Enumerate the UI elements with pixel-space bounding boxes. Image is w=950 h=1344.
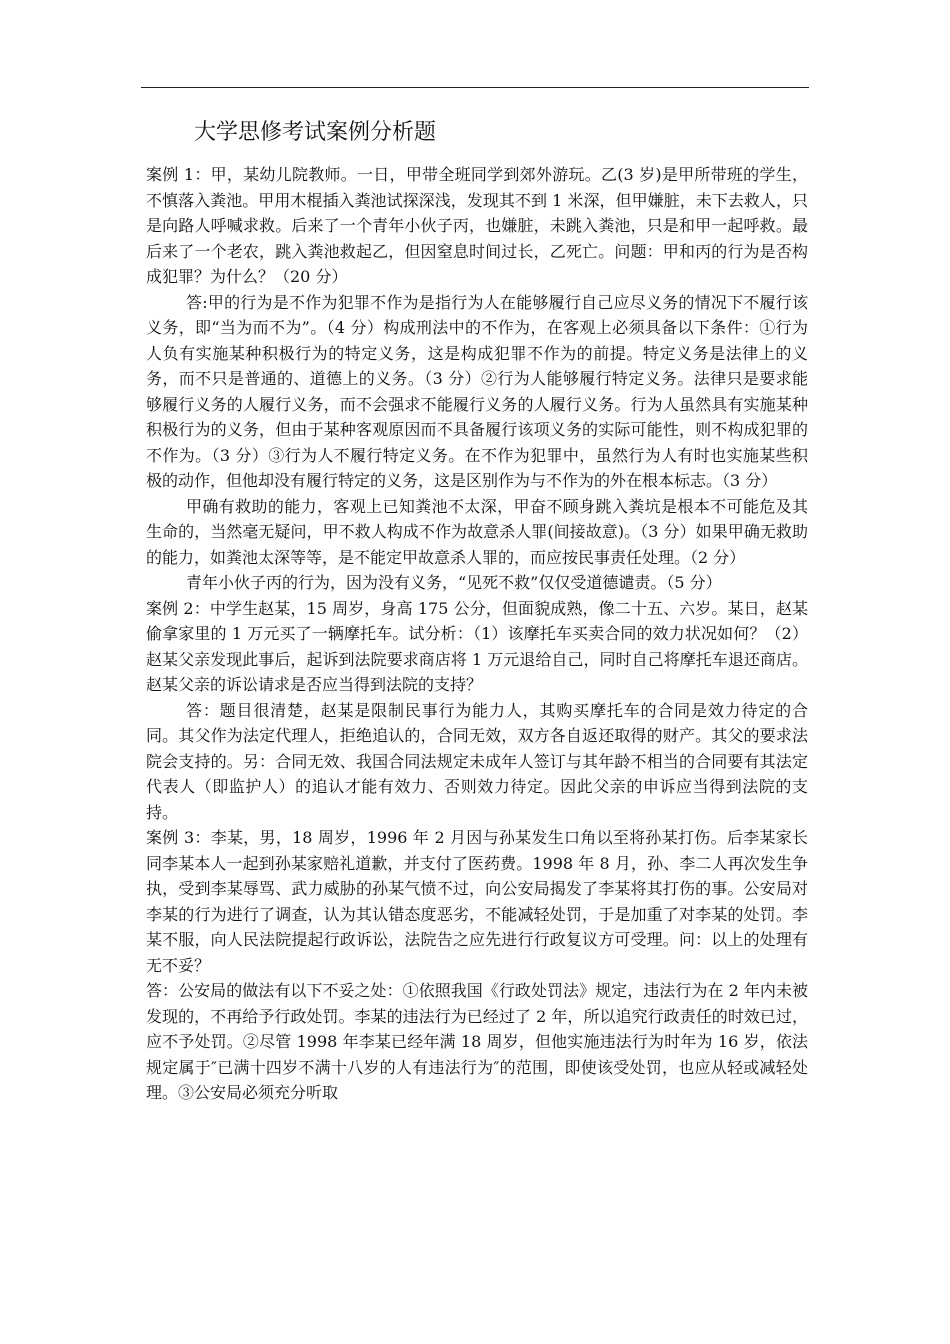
- case-2-answer: 答：题目很清楚，赵某是限制民事行为能力人，其购买摩托车的合同是效力待定的合同。其父作为法定代理人，拒绝追认的，合同无效，双方各自返还取得的财产。其父的要求法院会支持的。另：合同无效、我国合同法规定未成年人签订与其年龄不相当的合同要有其法定代表人（即监护人）的追认才能有效力、否则效力待定。因此父亲的申诉应当得到法院的支持。: [146, 700, 808, 822]
- case-2-question: 案例 2：中学生赵某，15 周岁，身高 175 公分，但面貌成熟，像二十五、六岁。某日，赵某偷拿家里的 1 万元买了一辆摩托车。试分析：（1）该摩托车买卖合同的效力状况如何？（2）赵某父亲发现此事后，起诉到法院要求商店将 1 万元退给自己，同时自己将摩托车退还商店。赵某父亲的诉讼请求是否应当得到法院的支持？: [146, 598, 808, 694]
- case-1-answer-analysis: 甲确有救助的能力，客观上已知粪池不太深，甲奋不顾身跳入粪坑是根本不可能危及其生命的，当然毫无疑问，甲不救人构成不作为故意杀人罪(间接故意)。（3 分）如果甲确无救助的能力，如粪池太深等等，是不能定甲故意杀人罪的，而应按民事责任处理。（2 分）: [146, 496, 808, 567]
- case-3-answer: 答：公安局的做法有以下不妥之处：①依照我国《行政处罚法》规定，违法行为在 2 年内未被发现的，不再给予行政处罚。李某的违法行为已经过了 2 年，所以追究行政责任的时效已过，应不予处罚。②尽管 1998 年李某已经年满 18 周岁，但他实施违法行为时年为 16 岁，依法规定属于″已满十四岁不满十八岁的人有违法行为″的范围，即使该受处罚，也应从轻或减轻处理。③公安局必须充分听取: [146, 981, 808, 1102]
- header-rule: [141, 87, 809, 88]
- document-body: [146, 162, 808, 1106]
- case-1-question: 案例 1：甲，某幼儿院教师。一日，甲带全班同学到郊外游玩。乙(3 岁)是甲所带班的学生，不慎落入粪池。甲用木棍插入粪池试探深浅，发现其不到 1 米深，但甲嫌脏，未下去救人，只是向路人呼喊求救。后来了一个青年小伙子丙，也嫌脏，未跳入粪池，只是和甲一起呼救。最后来了一个老农，跳入粪池救起乙，但因窒息时间过长，乙死亡。问题：甲和丙的行为是否构成犯罪？为什么？（20 分）: [146, 165, 808, 286]
- case-3-question: 案例 3：李某，男，18 周岁，1996 年 2 月因与孙某发生口角以至将孙某打伤。后李某家长同李某本人一起到孙某家赔礼道歉，并支付了医药费。1998 年 8 月，孙、李二人再次发生争执，受到李某辱骂、武力威胁的孙某气愤不过，向公安局揭发了李某将其打伤的事。公安局对李某的行为进行了调查，认为其认错态度恶劣，不能减轻处罚，于是加重了对李某的处罚。李某不服，向人民法院提起行政诉讼，法院告之应先进行行政复议方可受理。问：以上的处理有无不妥？: [146, 828, 808, 975]
- case-1-answer-bing: 青年小伙子丙的行为，因为没有义务，“见死不救”仅仅受道德谴责。（5 分）: [186, 573, 722, 592]
- case-1-answer: 答:甲的行为是不作为犯罪不作为是指行为人在能够履行自己应尽义务的情况下不履行该义务，即“当为而不为”。（4 分）构成刑法中的不作为，在客观上必须具备以下条件：①行为人负有实施某种积极行为的特定义务，这是构成犯罪不作为的前提。特定义务是法律上的义务，而不只是普通的、道德上的义务。（3 分）②行为人能够履行特定义务。法律只是要求能够履行义务的人履行义务，而不会强求不能履行义务的人履行义务。行为人虽然具有实施某种积极行为的义务，但由于某种客观原因而不具备履行该项义务的实际可能性，则不构成犯罪的不作为。（3 分）③行为人不履行特定义务。在不作为犯罪中，虽然行为人有时也实施某些积极的动作，但他却没有履行特定的义务，这是区别作为与不作为的外在根本标志。（3 分）: [146, 292, 808, 490]
- document-title: 大学思修考试案例分析题: [194, 120, 437, 145]
